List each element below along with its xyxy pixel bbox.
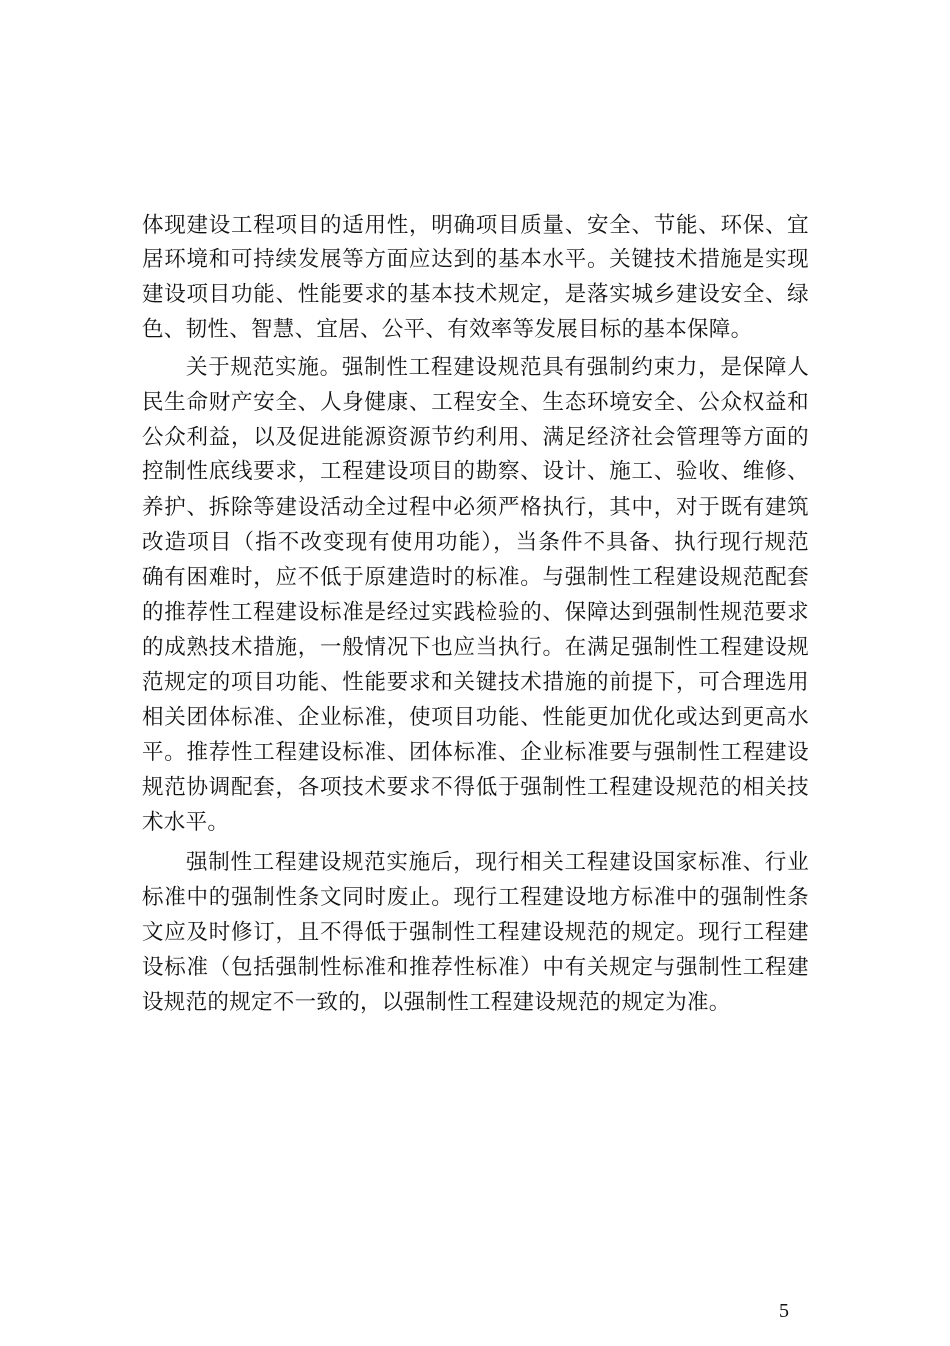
text-line: 规范协调配套，各项技术要求不得低于强制性工程建设规范的相关技: [142, 775, 809, 800]
text-line: 范规定的项目功能、性能要求和关键技术措施的前提下，可合理选用: [142, 670, 809, 695]
text-line: 色、韧性、智慧、宜居、公平、有效率等发展目标的基本保障。: [142, 317, 753, 342]
page-number: 5: [779, 1300, 789, 1322]
text-line: 平。推荐性工程建设标准、团体标准、企业标准要与强制性工程建设: [142, 740, 809, 765]
text-line: 文应及时修订，且不得低于强制性工程建设规范的规定。现行工程建: [142, 920, 809, 945]
text-line: 的推荐性工程建设标准是经过实践检验的、保障达到强制性规范要求: [142, 600, 809, 625]
text-line: 体现建设工程项目的适用性，明确项目质量、安全、节能、环保、宜: [142, 213, 809, 238]
text-line: 相关团体标准、企业标准，使项目功能、性能更加优化或达到更高水: [142, 705, 809, 730]
text-line: 改造项目（指不改变现有使用功能），当条件不具备、执行现行规范: [142, 530, 809, 555]
text-line: 确有困难时，应不低于原建造时的标准。与强制性工程建设规范配套: [142, 565, 809, 590]
text-line: 民生命财产安全、人身健康、工程安全、生态环境安全、公众权益和: [142, 390, 809, 415]
text-line: 设规范的规定不一致的，以强制性工程建设规范的规定为准。: [142, 990, 731, 1015]
text-line: 标准中的强制性条文同时废止。现行工程建设地方标准中的强制性条: [142, 885, 809, 910]
text-line: 控制性底线要求，工程建设项目的勘察、设计、施工、验收、维修、: [142, 459, 809, 484]
text-line: 强制性工程建设规范实施后，现行相关工程建设国家标准、行业: [186, 850, 809, 875]
text-line: 术水平。: [142, 810, 230, 835]
text-line: 公众利益，以及促进能源资源节约利用、满足经济社会管理等方面的: [142, 425, 809, 450]
text-line: 居环境和可持续发展等方面应达到的基本水平。关键技术措施是实现: [142, 247, 809, 272]
text-line: 设标准（包括强制性标准和推荐性标准）中有关规定与强制性工程建: [142, 955, 809, 980]
text-line: 关于规范实施。强制性工程建设规范具有强制约束力，是保障人: [186, 355, 809, 380]
text-line: 的成熟技术措施，一般情况下也应当执行。在满足强制性工程建设规: [142, 635, 809, 660]
text-line: 建设项目功能、性能要求的基本技术规定，是落实城乡建设安全、绿: [142, 282, 809, 307]
text-line: 养护、拆除等建设活动全过程中必须严格执行，其中，对于既有建筑: [142, 495, 809, 520]
